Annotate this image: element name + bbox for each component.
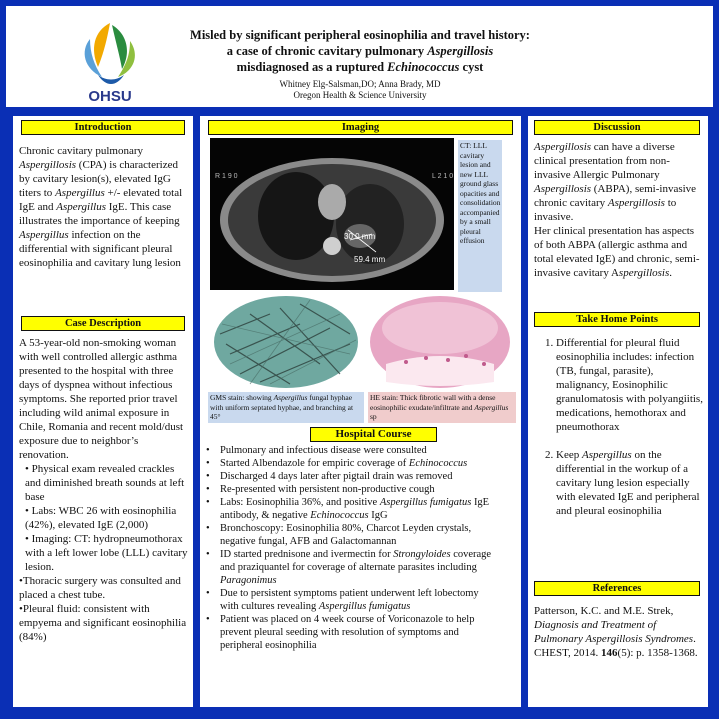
- hospital-course-heading: Hospital Course: [310, 427, 437, 442]
- course-item: • Pulmonary and infectious disease were consulted: [204, 444, 496, 457]
- hospital-course-list: [204, 444, 496, 652]
- course-item: • Due to persistent symptoms patient underwent left lobectomy with cultures revealing Aspergillus fumigatus: [204, 587, 496, 613]
- title-line-2: a case of chronic cavitary pulmonary Aspergillosis: [226, 44, 494, 58]
- authors-block: [160, 79, 560, 101]
- gms-stain-image: [210, 294, 362, 390]
- references-heading: References: [534, 581, 700, 596]
- title-line-1: Misled by significant peripheral eosinophilia and travel history:: [190, 28, 530, 42]
- course-item: • Patient was placed on 4 week course of Voriconazole to help prevent pleural seeding with resolution of symptoms and peripheral eosinophilia: [204, 613, 496, 652]
- course-item: • Re-presented with persistent non-productive cough: [204, 483, 496, 496]
- take-home-item: 1. Differential for pleural fluid eosinophilia includes: infection (TB, fungal, parasite), malignancy, Eosinophilic granulomatosis with polyangiitis, medications, hemothorax and pneumothorax: [556, 336, 704, 434]
- case-text: [19, 336, 189, 644]
- introduction-text: Chronic cavitary pulmonary Aspergillosis (CPA) is characterized by cavitary lesion(s), elevated IgG titers to Aspergillus +/- elevated total IgE and Aspergillus IgE. This case illustrates the importance of keeping Aspergillus infection on the differential with significant pleural eosinophilia and cavitary lung lesion: [19, 145, 183, 269]
- course-item: • Bronchoscopy: Eosinophilia 80%, Charcot Leyden crystals, negative fungal, AFB and Galactomannan: [204, 522, 496, 548]
- ohsu-logo: [76, 17, 144, 107]
- ct-caption: CT: LLL cavitary lesion and new LLL ground glass opacities and consolidation accompanied by a small pleural effusion: [458, 140, 502, 292]
- introduction-heading: Introduction: [21, 120, 185, 135]
- case-intro: A 53-year-old non-smoking woman with well controlled allergic asthma presented to the hospital with three days of dyspnea without infectious symptoms. She reported prior travel including wild animal exposure in Chile, Romania and recent mold/dust exposure due to neighbor’s renovation.: [19, 337, 184, 461]
- center-column: [200, 116, 521, 707]
- he-stain-image: [366, 294, 514, 390]
- case-bullet-labs: • Labs: WBC 26 with eosinophilia (42%), elevated IgE (2,000): [25, 505, 177, 531]
- ct-measure-2: 59.4 mm: [354, 255, 386, 264]
- discussion-text: Aspergillosis can have a diverse clinical presentation from non-invasive Allergic Pulmonary Aspergillosis (ABPA), semi-invasive chronic cavitary Aspergillosis to invasive. Her clinical presentation has aspects of both ABPA (allergic asthma and total elevated IgE) and chronic, semi-invasive cavitary Aspergillosis.: [534, 141, 700, 279]
- case-bullet-pleural: •Pleural fluid: consistent with empyema and significant eosinophilia (84%): [19, 603, 187, 643]
- ct-measure-1: 30.0 mm: [344, 232, 376, 241]
- case-bullet-imaging: • Imaging: CT: hydropneumothorax with a left lower lobe (LLL) cavitary lesion.: [25, 533, 188, 573]
- ct-side-label-left: L 2 1 0: [432, 173, 454, 180]
- case-bullet-surgery: •Thoracic surgery was consulted and placed a chest tube.: [19, 575, 181, 601]
- course-item: • Discharged 4 days later after pigtail drain was removed: [204, 470, 496, 483]
- poster-title: [160, 27, 560, 75]
- discussion-heading: Discussion: [534, 120, 700, 135]
- imaging-heading: Imaging: [208, 120, 513, 135]
- take-home-item: 2. Keep Aspergillus on the differential in the workup of a cavitary lung lesion especially with elevated IgE and peripheral and pleural eosinophilia: [556, 448, 704, 518]
- ct-scan-image: [210, 138, 454, 290]
- right-column: [528, 116, 708, 707]
- take-home-heading: Take Home Points: [534, 312, 700, 327]
- course-item: • Labs: Eosinophilia 36%, and positive Aspergillus fumigatus IgE antibody, & negative Echinococcus IgG: [204, 496, 496, 522]
- gms-caption: GMS stain: showing Aspergillus fungal hyphae with uniform septated hyphae, and branching at 45°: [208, 392, 364, 423]
- case-heading: Case Description: [21, 316, 185, 331]
- course-item: • ID started prednisone and ivermectin for Strongyloides coverage and praziquantel for coverage of alternate parasites including Paragonimus: [204, 548, 496, 587]
- ct-side-label-right: R 1 9 0: [215, 173, 238, 180]
- affiliation: Oregon Health & Science University: [293, 90, 427, 100]
- course-item: • Started Albendazole for empiric coverage of Echinococcus: [204, 457, 496, 470]
- left-column: [13, 116, 193, 707]
- take-home-list: [528, 336, 704, 518]
- reference-entry: Patterson, K.C. and M.E. Strek, Diagnosis and Treatment of Pulmonary Aspergillosis Syndromes. CHEST, 2014. 146(5): p. 1358-1368.: [534, 605, 698, 659]
- he-caption: HE stain: Thick fibrotic wall with a dense eosinophilic exudate/infiltrate and Aspergillus sp: [368, 392, 516, 423]
- logo-text: OHSU: [88, 88, 132, 105]
- case-bullet-exam: • Physical exam revealed crackles and diminished breath sounds at left base: [25, 463, 185, 503]
- title-line-3: misdiagnosed as a ruptured Echinococcus cyst: [236, 60, 484, 74]
- authors: Whitney Elg-Salsman,DO; Anna Brady, MD: [279, 79, 441, 89]
